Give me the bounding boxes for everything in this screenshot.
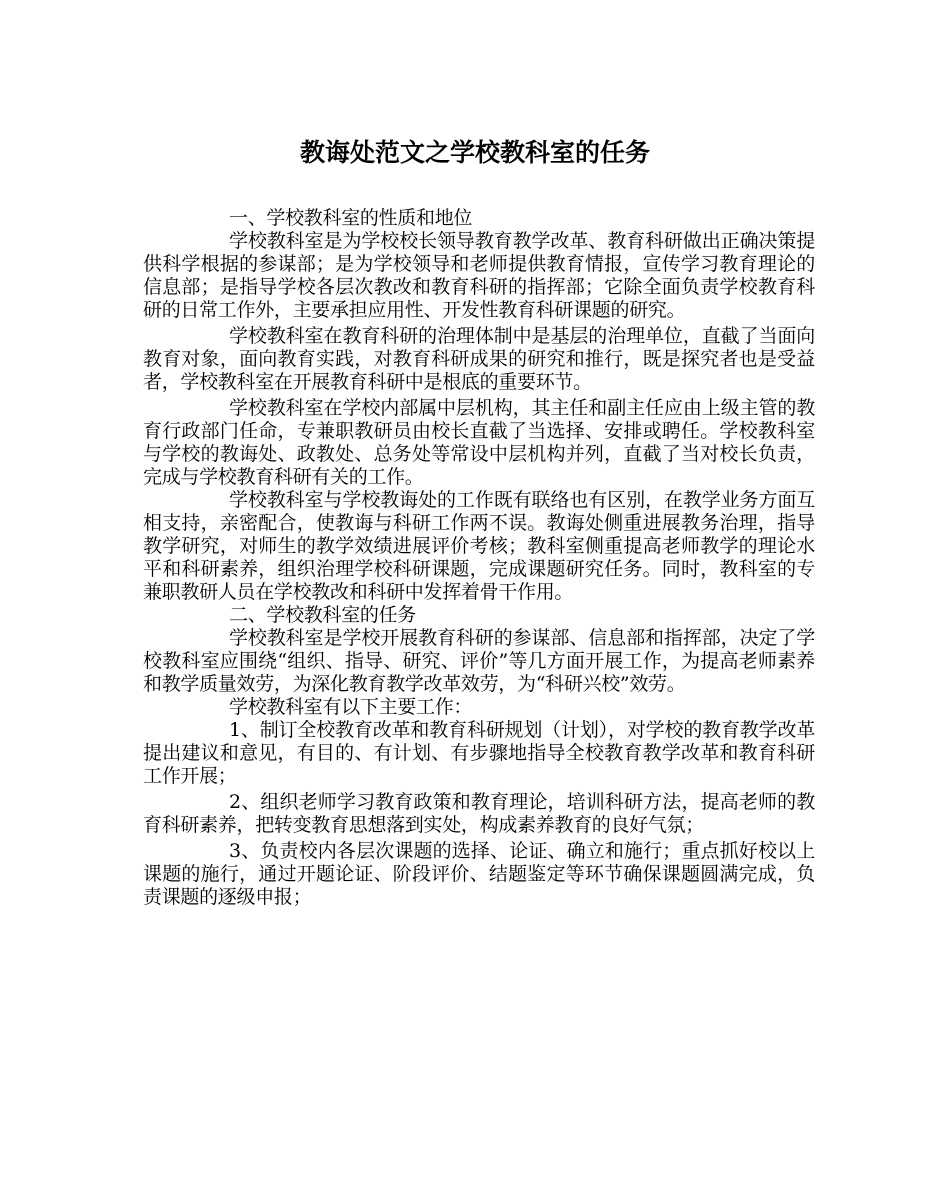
section-heading-1: 一、学校教科室的性质和地位 xyxy=(229,207,473,229)
section-heading-2: 二、学校教科室的任务 xyxy=(229,604,417,626)
list-item: 2、组织老师学习教育政策和教育理论，培训科研方法，提高老师的教育科研素养，把转变教育思想落到实处，构成素养教育的良好气氛； xyxy=(143,791,815,836)
document-title: 教诲处范文之学校教科室的任务 xyxy=(299,138,650,167)
paragraph: 学校教科室与学校教诲处的工作既有联络也有区别，在教学业务方面互相支持，亲密配合，使教诲与科研工作两不误。教诲处侧重进展教务治理，指导教学研究，对师生的教学效绩进展评价考核；教科室侧重提高老师教学的理论水平和科研素养，组织治理学校科研课题，完成课题研究任务。同时，教科室的专兼职教研人员在学校教改和科研中发挥着骨干作用。 xyxy=(143,489,815,603)
document-body xyxy=(143,207,815,909)
paragraph: 学校教科室是为学校校长领导教育教学改革、教育科研做出正确决策提供科学根据的参谋部；是为学校领导和老师提供教育情报，宣传学习教育理论的信息部；是指导学校各层次教改和教育科研的指挥部；它除全面负责学校教育科研的日常工作外，主要承担应用性、开发性教育科研课题的研究。 xyxy=(143,230,815,321)
paragraph: 学校教科室在学校内部属中层机构，其主任和副主任应由上级主管的教育行政部门任命，专兼职教研员由校长直截了当选择、安排或聘任。学校教科室与学校的教诲处、政教处、总务处等常设中层机构并列，直截了当对校长负责，完成与学校教育科研有关的工作。 xyxy=(143,397,815,488)
list-item: 3、负责校内各层次课题的选择、论证、确立和施行；重点抓好校以上课题的施行，通过开题论证、阶段评价、结题鉴定等环节确保课题圆满完成，负责课题的逐级申报； xyxy=(143,840,815,908)
paragraph: 学校教科室在教育科研的治理体制中是基层的治理单位，直截了当面向教育对象，面向教育实践，对教育科研成果的研究和推行，既是探究者也是受益者，学校教科室在开展教育科研中是根底的重要环节。 xyxy=(143,325,815,393)
paragraph: 学校教科室有以下主要工作： xyxy=(229,696,473,718)
paragraph: 学校教科室是学校开展教育科研的参谋部、信息部和指挥部，决定了学校教科室应围绕“组织、指导、研究、评价”等几方面开展工作，为提高老师素养和教学质量效劳，为深化教育教学改革效劳，为“科研兴校”效劳。 xyxy=(143,627,815,695)
list-item: 1、制订全校教育改革和教育科研规划（计划），对学校的教育教学改革提出建议和意见，有目的、有计划、有步骤地指导全校教育教学改革和教育科研工作开展； xyxy=(143,719,815,787)
